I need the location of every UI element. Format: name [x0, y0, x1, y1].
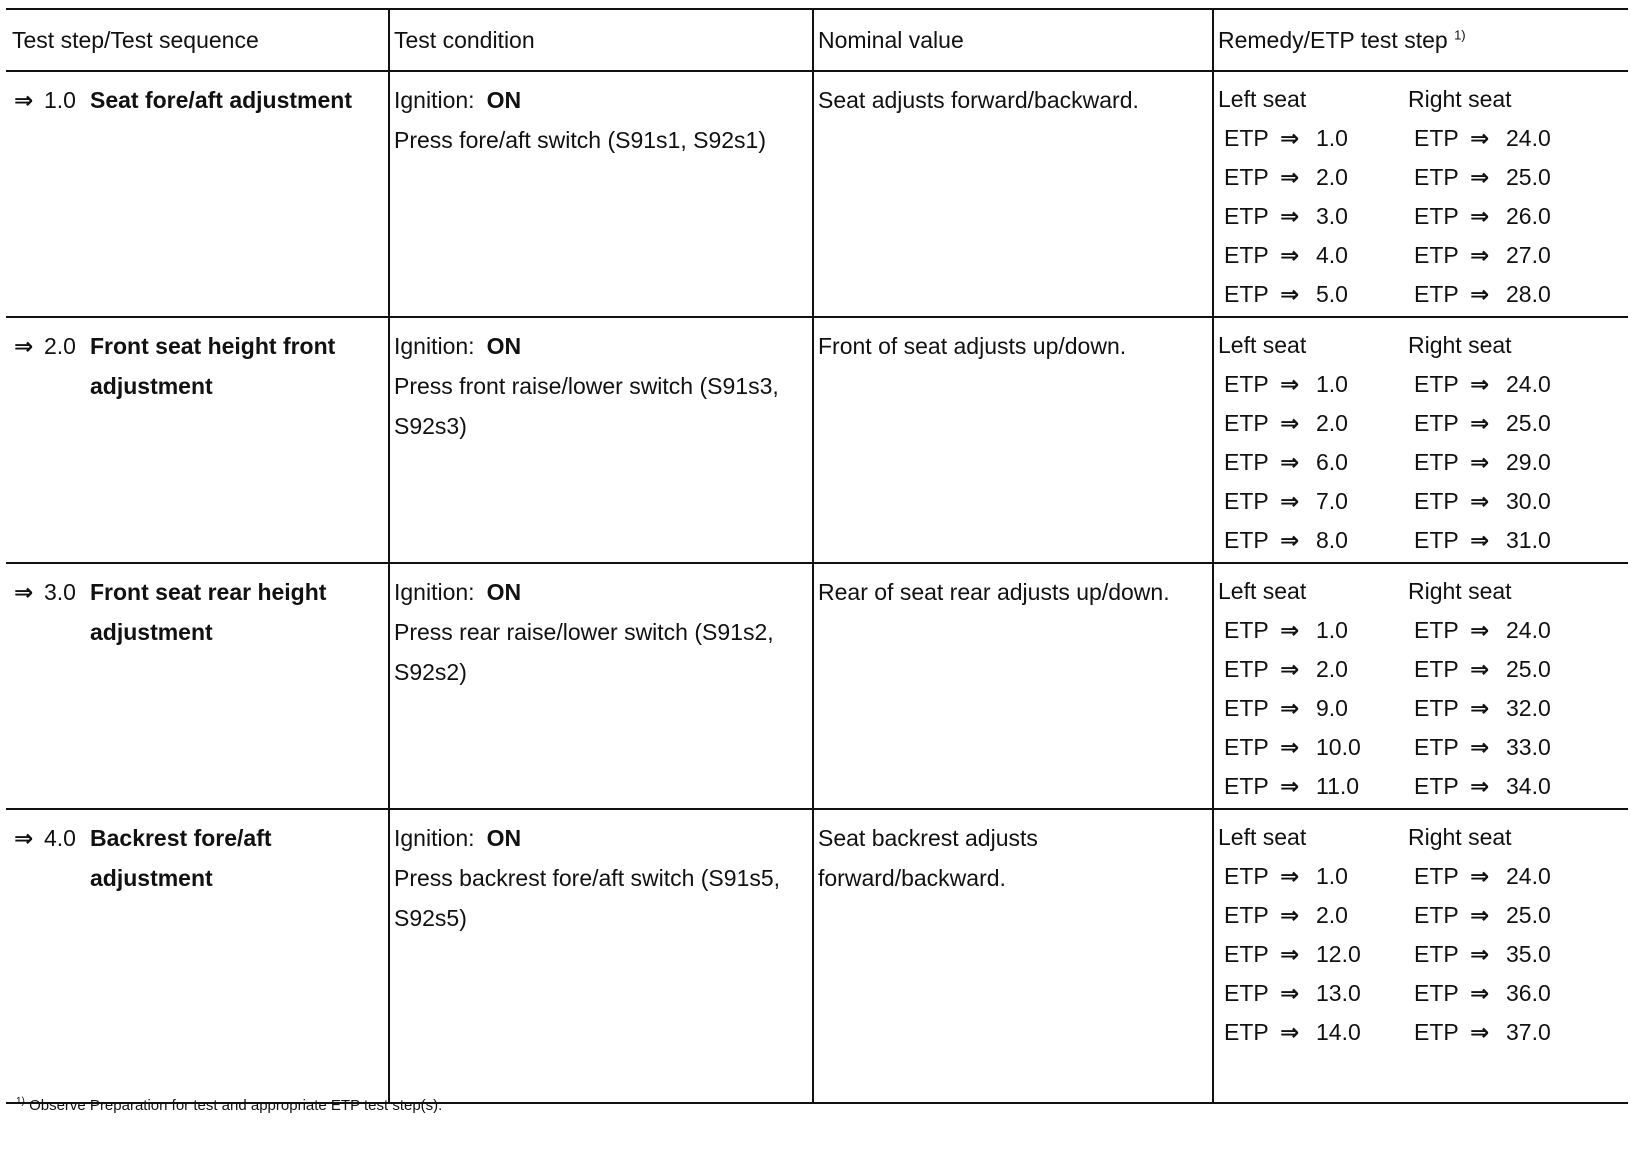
etp-label: ETP	[1414, 902, 1459, 928]
etp-label: ETP	[1224, 371, 1269, 397]
etp-label: ETP	[1414, 1019, 1459, 1045]
remedy-grid	[1218, 326, 1624, 560]
right-seat-label: Right seat	[1408, 332, 1512, 358]
etp-label: ETP	[1224, 488, 1269, 514]
cell-remedy	[1213, 809, 1628, 1103]
etp-label: ETP	[1224, 449, 1269, 475]
etp-step-number: 1.0	[1316, 617, 1348, 643]
etp-arrow-icon: ⇒	[1470, 242, 1490, 268]
step-title: Front seat rear height adjustment	[90, 579, 327, 645]
etp-label: ETP	[1414, 242, 1459, 268]
cell-nominal-value	[813, 317, 1213, 563]
nominal-text: Seat adjusts forward/backward.	[818, 87, 1139, 113]
etp-step-right	[1408, 158, 1598, 197]
etp-step-number: 9.0	[1316, 695, 1348, 721]
remedy-grid	[1218, 818, 1624, 1052]
etp-step-number: 31.0	[1506, 527, 1551, 553]
etp-arrow-icon: ⇒	[1470, 164, 1490, 190]
etp-label: ETP	[1414, 734, 1459, 760]
etp-step-right	[1408, 767, 1598, 806]
cell-test-step	[6, 809, 389, 1103]
etp-step-number: 3.0	[1316, 203, 1348, 229]
etp-arrow-icon: ⇒	[1470, 371, 1490, 397]
etp-step-number: 6.0	[1316, 449, 1348, 475]
step-line	[14, 818, 384, 898]
etp-arrow-icon: ⇒	[1470, 488, 1490, 514]
etp-label: ETP	[1224, 902, 1269, 928]
table-row	[6, 563, 1628, 809]
etp-label: ETP	[1224, 695, 1269, 721]
left-seat-label: Left seat	[1218, 578, 1307, 604]
etp-arrow-icon: ⇒	[1280, 902, 1300, 928]
etp-step-right	[1408, 443, 1598, 482]
etp-label: ETP	[1414, 164, 1459, 190]
etp-step-number: 33.0	[1506, 734, 1551, 760]
etp-label: ETP	[1414, 980, 1459, 1006]
etp-label: ETP	[1224, 527, 1269, 553]
cell-remedy	[1213, 317, 1628, 563]
step-number: 4.0	[44, 825, 76, 851]
left-seat-label: Left seat	[1218, 332, 1307, 358]
etp-arrow-icon: ⇒	[1470, 941, 1490, 967]
etp-step-number: 24.0	[1506, 125, 1551, 151]
footnote-marker: 1)	[16, 1096, 25, 1107]
etp-label: ETP	[1224, 242, 1269, 268]
cell-test-condition	[389, 563, 813, 809]
etp-arrow-icon: ⇒	[1280, 203, 1300, 229]
etp-step-right	[1408, 974, 1598, 1013]
ignition-line	[394, 326, 808, 366]
etp-label: ETP	[1224, 656, 1269, 682]
step-arrow-icon: ⇒	[14, 87, 34, 113]
etp-arrow-icon: ⇒	[1280, 125, 1300, 151]
step-arrow-icon: ⇒	[14, 825, 34, 851]
etp-arrow-icon: ⇒	[1470, 281, 1490, 307]
etp-arrow-icon: ⇒	[1280, 734, 1300, 760]
cell-test-condition	[389, 809, 813, 1103]
nominal-text: Seat backrest adjusts forward/backward.	[818, 825, 1038, 891]
cell-test-condition	[389, 71, 813, 317]
etp-arrow-icon: ⇒	[1470, 527, 1490, 553]
ignition-label: Ignition:	[394, 87, 475, 113]
ignition-line	[394, 572, 808, 612]
etp-step-left	[1218, 365, 1408, 404]
step-arrow-icon: ⇒	[14, 579, 34, 605]
etp-step-right	[1408, 935, 1598, 974]
header-test-step: Test step/Test sequence	[6, 9, 389, 71]
ignition-value: ON	[486, 87, 522, 113]
etp-arrow-icon: ⇒	[1470, 617, 1490, 643]
etp-arrow-icon: ⇒	[1280, 1019, 1300, 1045]
etp-step-number: 28.0	[1506, 281, 1551, 307]
ignition-label: Ignition:	[394, 825, 475, 851]
etp-step-number: 1.0	[1316, 371, 1348, 397]
etp-label: ETP	[1224, 125, 1269, 151]
etp-step-right	[1408, 1013, 1598, 1052]
remedy-grid	[1218, 572, 1624, 806]
etp-label: ETP	[1224, 941, 1269, 967]
etp-step-right	[1408, 689, 1598, 728]
etp-step-left	[1218, 611, 1408, 650]
condition-action: Press backrest fore/aft switch (S91s5, S92s5)	[394, 865, 781, 931]
etp-label: ETP	[1224, 734, 1269, 760]
etp-step-number: 1.0	[1316, 863, 1348, 889]
etp-arrow-icon: ⇒	[1280, 449, 1300, 475]
etp-label: ETP	[1414, 125, 1459, 151]
etp-step-number: 25.0	[1506, 902, 1551, 928]
nominal-text: Rear of seat rear adjusts up/down.	[818, 579, 1170, 605]
etp-step-number: 2.0	[1316, 410, 1348, 436]
condition-action: Press fore/aft switch (S91s1, S92s1)	[394, 127, 766, 153]
left-seat-label: Left seat	[1218, 86, 1307, 112]
etp-label: ETP	[1224, 281, 1269, 307]
ignition-line	[394, 818, 808, 858]
etp-step-right	[1408, 197, 1598, 236]
etp-step-number: 32.0	[1506, 695, 1551, 721]
etp-step-number: 2.0	[1316, 164, 1348, 190]
etp-label: ETP	[1414, 449, 1459, 475]
etp-step-left	[1218, 935, 1408, 974]
etp-step-number: 24.0	[1506, 617, 1551, 643]
step-title: Seat fore/aft adjustment	[90, 87, 352, 113]
etp-step-number: 25.0	[1506, 164, 1551, 190]
etp-step-number: 34.0	[1506, 773, 1551, 799]
etp-step-right	[1408, 611, 1598, 650]
etp-step-left	[1218, 236, 1408, 275]
etp-arrow-icon: ⇒	[1280, 617, 1300, 643]
etp-step-number: 5.0	[1316, 281, 1348, 307]
cell-remedy	[1213, 563, 1628, 809]
etp-arrow-icon: ⇒	[1280, 863, 1300, 889]
etp-step-number: 14.0	[1316, 1019, 1361, 1045]
step-line	[14, 80, 384, 120]
nominal-text: Front of seat adjusts up/down.	[818, 333, 1127, 359]
step-title: Backrest fore/aft adjustment	[90, 825, 272, 891]
etp-step-right	[1408, 119, 1598, 158]
etp-label: ETP	[1224, 1019, 1269, 1045]
etp-arrow-icon: ⇒	[1280, 695, 1300, 721]
etp-step-number: 24.0	[1506, 863, 1551, 889]
etp-arrow-icon: ⇒	[1470, 980, 1490, 1006]
etp-label: ETP	[1224, 773, 1269, 799]
etp-label: ETP	[1414, 941, 1459, 967]
etp-step-left	[1218, 482, 1408, 521]
step-number: 3.0	[44, 579, 76, 605]
etp-label: ETP	[1224, 164, 1269, 190]
step-number: 2.0	[44, 333, 76, 359]
etp-step-left	[1218, 1013, 1408, 1052]
etp-step-right	[1408, 482, 1598, 521]
etp-step-left	[1218, 275, 1408, 314]
step-arrow-icon: ⇒	[14, 333, 34, 359]
etp-step-right	[1408, 365, 1598, 404]
etp-arrow-icon: ⇒	[1280, 773, 1300, 799]
ignition-line	[394, 80, 808, 120]
etp-step-left	[1218, 767, 1408, 806]
etp-label: ETP	[1224, 410, 1269, 436]
etp-label: ETP	[1224, 203, 1269, 229]
etp-arrow-icon: ⇒	[1470, 125, 1490, 151]
etp-arrow-icon: ⇒	[1280, 527, 1300, 553]
etp-arrow-icon: ⇒	[1470, 863, 1490, 889]
etp-step-number: 25.0	[1506, 410, 1551, 436]
etp-step-right	[1408, 896, 1598, 935]
etp-step-left	[1218, 650, 1408, 689]
etp-arrow-icon: ⇒	[1280, 488, 1300, 514]
etp-step-number: 25.0	[1506, 656, 1551, 682]
etp-arrow-icon: ⇒	[1280, 164, 1300, 190]
etp-step-left	[1218, 521, 1408, 560]
etp-label: ETP	[1224, 617, 1269, 643]
ignition-label: Ignition:	[394, 579, 475, 605]
right-seat-label: Right seat	[1408, 578, 1512, 604]
table-row	[6, 317, 1628, 563]
etp-step-number: 8.0	[1316, 527, 1348, 553]
etp-step-number: 12.0	[1316, 941, 1361, 967]
etp-label: ETP	[1414, 695, 1459, 721]
etp-step-number: 7.0	[1316, 488, 1348, 514]
etp-label: ETP	[1414, 773, 1459, 799]
test-procedure-table	[6, 8, 1628, 1104]
etp-step-number: 11.0	[1316, 773, 1360, 799]
cell-remedy	[1213, 71, 1628, 317]
ignition-value: ON	[486, 579, 522, 605]
etp-step-number: 24.0	[1506, 371, 1551, 397]
ignition-value: ON	[486, 333, 522, 359]
left-seat-label: Left seat	[1218, 824, 1307, 850]
etp-step-left	[1218, 404, 1408, 443]
etp-label: ETP	[1414, 281, 1459, 307]
etp-step-number: 13.0	[1316, 980, 1361, 1006]
etp-step-right	[1408, 521, 1598, 560]
etp-arrow-icon: ⇒	[1280, 941, 1300, 967]
etp-step-number: 26.0	[1506, 203, 1551, 229]
etp-label: ETP	[1414, 203, 1459, 229]
etp-label: ETP	[1414, 410, 1459, 436]
etp-arrow-icon: ⇒	[1470, 902, 1490, 928]
cell-nominal-value	[813, 809, 1213, 1103]
etp-label: ETP	[1224, 863, 1269, 889]
table-header-row	[6, 9, 1628, 71]
document-page	[6, 8, 1628, 1114]
right-seat-label: Right seat	[1408, 824, 1512, 850]
footnote-text: Observe Preparation for test and appropriate ETP test step(s).	[29, 1097, 443, 1114]
etp-step-left	[1218, 896, 1408, 935]
header-nominal-value: Nominal value	[813, 9, 1213, 71]
cell-test-step	[6, 317, 389, 563]
etp-step-left	[1218, 443, 1408, 482]
header-remedy-label: Remedy/ETP test step	[1218, 26, 1448, 53]
etp-arrow-icon: ⇒	[1470, 734, 1490, 760]
etp-step-left	[1218, 728, 1408, 767]
etp-arrow-icon: ⇒	[1280, 656, 1300, 682]
etp-step-left	[1218, 974, 1408, 1013]
etp-arrow-icon: ⇒	[1280, 410, 1300, 436]
etp-arrow-icon: ⇒	[1470, 203, 1490, 229]
etp-step-left	[1218, 119, 1408, 158]
header-test-condition: Test condition	[389, 9, 813, 71]
etp-arrow-icon: ⇒	[1470, 1019, 1490, 1045]
footnote	[16, 1096, 442, 1114]
etp-arrow-icon: ⇒	[1470, 773, 1490, 799]
etp-step-right	[1408, 728, 1598, 767]
etp-arrow-icon: ⇒	[1470, 656, 1490, 682]
etp-step-right	[1408, 275, 1598, 314]
cell-test-step	[6, 71, 389, 317]
etp-step-number: 37.0	[1506, 1019, 1551, 1045]
remedy-grid	[1218, 80, 1624, 314]
etp-step-left	[1218, 158, 1408, 197]
step-title: Front seat height front adjustment	[90, 333, 336, 399]
etp-arrow-icon: ⇒	[1280, 242, 1300, 268]
etp-arrow-icon: ⇒	[1470, 695, 1490, 721]
etp-step-right	[1408, 236, 1598, 275]
step-number: 1.0	[44, 87, 76, 113]
etp-step-right	[1408, 650, 1598, 689]
etp-step-left	[1218, 197, 1408, 236]
step-line	[14, 572, 384, 652]
etp-step-number: 27.0	[1506, 242, 1551, 268]
etp-label: ETP	[1414, 527, 1459, 553]
etp-step-number: 30.0	[1506, 488, 1551, 514]
etp-step-number: 4.0	[1316, 242, 1348, 268]
table-row	[6, 809, 1628, 1103]
etp-arrow-icon: ⇒	[1280, 980, 1300, 1006]
header-remedy	[1213, 9, 1628, 71]
ignition-label: Ignition:	[394, 333, 475, 359]
etp-step-right	[1408, 404, 1598, 443]
cell-nominal-value	[813, 71, 1213, 317]
etp-label: ETP	[1414, 656, 1459, 682]
etp-step-left	[1218, 857, 1408, 896]
etp-label: ETP	[1414, 371, 1459, 397]
etp-step-number: 2.0	[1316, 902, 1348, 928]
etp-label: ETP	[1414, 863, 1459, 889]
etp-label: ETP	[1414, 617, 1459, 643]
etp-step-left	[1218, 689, 1408, 728]
etp-label: ETP	[1224, 980, 1269, 1006]
ignition-value: ON	[486, 825, 522, 851]
etp-label: ETP	[1414, 488, 1459, 514]
condition-action: Press rear raise/lower switch (S91s2, S92s2)	[394, 619, 774, 685]
cell-nominal-value	[813, 563, 1213, 809]
etp-arrow-icon: ⇒	[1280, 371, 1300, 397]
etp-step-number: 1.0	[1316, 125, 1348, 151]
right-seat-label: Right seat	[1408, 86, 1512, 112]
etp-step-number: 2.0	[1316, 656, 1348, 682]
header-remedy-footnote-marker: 1)	[1454, 26, 1466, 42]
etp-step-number: 35.0	[1506, 941, 1551, 967]
etp-step-right	[1408, 857, 1598, 896]
etp-arrow-icon: ⇒	[1280, 281, 1300, 307]
etp-step-number: 29.0	[1506, 449, 1551, 475]
etp-step-number: 10.0	[1316, 734, 1361, 760]
condition-action: Press front raise/lower switch (S91s3, S92s3)	[394, 373, 779, 439]
step-line	[14, 326, 384, 406]
table-row	[6, 71, 1628, 317]
etp-step-number: 36.0	[1506, 980, 1551, 1006]
etp-arrow-icon: ⇒	[1470, 449, 1490, 475]
etp-arrow-icon: ⇒	[1470, 410, 1490, 436]
cell-test-condition	[389, 317, 813, 563]
cell-test-step	[6, 563, 389, 809]
